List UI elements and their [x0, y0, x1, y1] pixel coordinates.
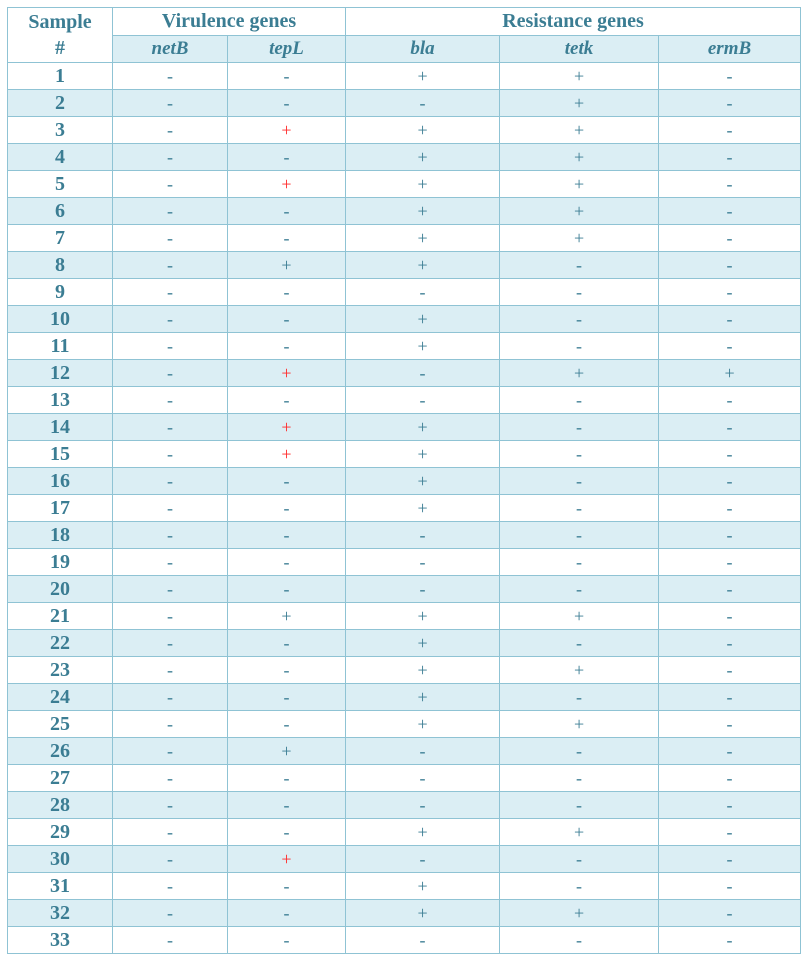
- gene-result-cell-ermb: -: [659, 252, 801, 279]
- gene-result-cell-netb: -: [113, 630, 228, 657]
- table-row: [8, 144, 801, 171]
- sample-number-cell: 1: [8, 63, 113, 90]
- gene-result-cell-ermb: -: [659, 927, 801, 954]
- gene-result-cell-tetk: -: [500, 846, 659, 873]
- gene-result-cell-netb: -: [113, 927, 228, 954]
- gene-result-cell-netb: -: [113, 873, 228, 900]
- gene-result-cell-bla: -: [346, 279, 500, 306]
- gene-result-cell-netb: -: [113, 414, 228, 441]
- table-row: [8, 441, 801, 468]
- gene-result-cell-ermb: -: [659, 657, 801, 684]
- sample-number-cell: 19: [8, 549, 113, 576]
- gene-result-cell-tetk: -: [500, 495, 659, 522]
- gene-result-cell-ermb: -: [659, 603, 801, 630]
- gene-result-cell-bla: +: [346, 873, 500, 900]
- gene-result-cell-bla: +: [346, 819, 500, 846]
- header-row-groups: [8, 8, 801, 36]
- gene-result-cell-tetk: +: [500, 144, 659, 171]
- gene-result-cell-bla: +: [346, 900, 500, 927]
- gene-result-cell-ermb: -: [659, 684, 801, 711]
- gene-result-cell-tepl: -: [228, 333, 346, 360]
- gene-result-cell-ermb: -: [659, 738, 801, 765]
- gene-result-cell-netb: -: [113, 792, 228, 819]
- sample-number-cell: 10: [8, 306, 113, 333]
- gene-result-cell-netb: -: [113, 198, 228, 225]
- gene-result-cell-tepl: -: [228, 549, 346, 576]
- gene-result-cell-tetk: +: [500, 63, 659, 90]
- gene-result-cell-ermb: -: [659, 468, 801, 495]
- gene-result-cell-tetk: -: [500, 414, 659, 441]
- sample-number-cell: 11: [8, 333, 113, 360]
- gene-result-cell-bla: +: [346, 468, 500, 495]
- sample-number-cell: 8: [8, 252, 113, 279]
- gene-result-cell-tepl: -: [228, 657, 346, 684]
- gene-result-cell-tepl: -: [228, 819, 346, 846]
- sample-number-cell: 24: [8, 684, 113, 711]
- gene-result-cell-netb: -: [113, 252, 228, 279]
- gene-result-cell-tetk: -: [500, 549, 659, 576]
- gene-result-cell-bla: -: [346, 765, 500, 792]
- gene-result-cell-ermb: +: [659, 360, 801, 387]
- gene-result-cell-ermb: -: [659, 387, 801, 414]
- sample-number-cell: 21: [8, 603, 113, 630]
- gene-result-cell-bla: -: [346, 549, 500, 576]
- sample-number-cell: 5: [8, 171, 113, 198]
- gene-result-cell-ermb: -: [659, 495, 801, 522]
- sample-number-cell: 14: [8, 414, 113, 441]
- gene-result-cell-tetk: -: [500, 873, 659, 900]
- gene-result-cell-ermb: -: [659, 306, 801, 333]
- gene-result-cell-bla: +: [346, 603, 500, 630]
- sample-number-cell: 18: [8, 522, 113, 549]
- gene-result-cell-tetk: -: [500, 387, 659, 414]
- gene-result-cell-bla: +: [346, 333, 500, 360]
- gene-result-cell-tepl: -: [228, 225, 346, 252]
- table-row: [8, 522, 801, 549]
- gene-result-cell-tepl: +: [228, 738, 346, 765]
- virulence-genes-header: Virulence genes: [113, 8, 346, 36]
- gene-result-cell-ermb: -: [659, 225, 801, 252]
- gene-result-cell-tetk: -: [500, 630, 659, 657]
- gene-result-cell-tetk: +: [500, 360, 659, 387]
- gene-result-cell-bla: +: [346, 225, 500, 252]
- gene-result-cell-netb: -: [113, 576, 228, 603]
- gene-result-cell-tepl: -: [228, 900, 346, 927]
- gene-result-cell-tepl: -: [228, 711, 346, 738]
- sample-number-cell: 29: [8, 819, 113, 846]
- gene-header-netb: netB: [113, 36, 228, 63]
- gene-result-cell-netb: -: [113, 117, 228, 144]
- table-row: [8, 927, 801, 954]
- gene-result-cell-ermb: -: [659, 144, 801, 171]
- gene-result-cell-tetk: -: [500, 468, 659, 495]
- gene-result-cell-tepl: +: [228, 846, 346, 873]
- gene-result-cell-ermb: -: [659, 90, 801, 117]
- gene-result-cell-tepl: -: [228, 792, 346, 819]
- gene-result-cell-tetk: -: [500, 306, 659, 333]
- gene-result-cell-ermb: -: [659, 333, 801, 360]
- header-row-genes: [8, 36, 801, 63]
- gene-result-cell-tepl: -: [228, 468, 346, 495]
- gene-result-cell-tepl: -: [228, 765, 346, 792]
- sample-number-cell: 4: [8, 144, 113, 171]
- gene-result-cell-bla: -: [346, 846, 500, 873]
- table-row: [8, 495, 801, 522]
- table-row: [8, 873, 801, 900]
- gene-result-cell-netb: -: [113, 495, 228, 522]
- table-row: [8, 225, 801, 252]
- table-row: [8, 90, 801, 117]
- gene-result-cell-ermb: -: [659, 63, 801, 90]
- gene-result-cell-ermb: -: [659, 711, 801, 738]
- gene-result-cell-netb: -: [113, 900, 228, 927]
- sample-number-cell: 13: [8, 387, 113, 414]
- sample-number-cell: 20: [8, 576, 113, 603]
- gene-result-cell-tepl: +: [228, 603, 346, 630]
- gene-result-cell-ermb: -: [659, 117, 801, 144]
- table-row: [8, 711, 801, 738]
- gene-result-cell-bla: -: [346, 738, 500, 765]
- table-row: [8, 576, 801, 603]
- gene-result-cell-netb: -: [113, 360, 228, 387]
- gene-result-cell-tepl: +: [228, 441, 346, 468]
- gene-result-cell-netb: -: [113, 171, 228, 198]
- table-header: [8, 8, 801, 63]
- gene-header-tetk: tetk: [500, 36, 659, 63]
- sample-number-cell: 17: [8, 495, 113, 522]
- gene-result-cell-netb: -: [113, 63, 228, 90]
- gene-result-cell-tetk: +: [500, 603, 659, 630]
- sample-number-cell: 6: [8, 198, 113, 225]
- gene-result-cell-tetk: +: [500, 171, 659, 198]
- gene-result-cell-bla: -: [346, 522, 500, 549]
- gene-result-cell-netb: -: [113, 306, 228, 333]
- gene-result-cell-tetk: +: [500, 711, 659, 738]
- gene-result-cell-ermb: -: [659, 522, 801, 549]
- gene-result-cell-tepl: -: [228, 306, 346, 333]
- table-row: [8, 819, 801, 846]
- gene-result-cell-netb: -: [113, 468, 228, 495]
- gene-presence-table: [7, 7, 801, 954]
- gene-result-cell-netb: -: [113, 711, 228, 738]
- sample-number-cell: 23: [8, 657, 113, 684]
- gene-header-bla: bla: [346, 36, 500, 63]
- gene-result-cell-tetk: +: [500, 225, 659, 252]
- table-row: [8, 279, 801, 306]
- gene-result-cell-tepl: -: [228, 144, 346, 171]
- gene-result-cell-tepl: -: [228, 198, 346, 225]
- gene-result-cell-netb: -: [113, 90, 228, 117]
- gene-result-cell-tetk: -: [500, 792, 659, 819]
- table-row: [8, 468, 801, 495]
- gene-result-cell-netb: -: [113, 522, 228, 549]
- table-row: [8, 306, 801, 333]
- gene-result-cell-netb: -: [113, 765, 228, 792]
- gene-result-cell-tepl: +: [228, 414, 346, 441]
- gene-result-cell-bla: +: [346, 657, 500, 684]
- table-row: [8, 387, 801, 414]
- gene-result-cell-ermb: -: [659, 171, 801, 198]
- gene-result-cell-ermb: -: [659, 873, 801, 900]
- gene-result-cell-netb: -: [113, 603, 228, 630]
- gene-result-cell-tepl: +: [228, 360, 346, 387]
- gene-result-cell-bla: -: [346, 90, 500, 117]
- gene-result-cell-bla: +: [346, 630, 500, 657]
- table-row: [8, 846, 801, 873]
- table-row: [8, 900, 801, 927]
- gene-result-cell-tetk: +: [500, 900, 659, 927]
- sample-number-cell: 15: [8, 441, 113, 468]
- table-row: [8, 603, 801, 630]
- table-row: [8, 738, 801, 765]
- gene-result-cell-netb: -: [113, 279, 228, 306]
- gene-result-cell-netb: -: [113, 225, 228, 252]
- gene-result-cell-tepl: +: [228, 171, 346, 198]
- gene-result-cell-bla: +: [346, 711, 500, 738]
- gene-result-cell-ermb: -: [659, 198, 801, 225]
- gene-header-tepl: tepL: [228, 36, 346, 63]
- gene-result-cell-bla: +: [346, 144, 500, 171]
- gene-result-cell-bla: -: [346, 792, 500, 819]
- gene-result-cell-bla: +: [346, 117, 500, 144]
- gene-result-cell-tepl: +: [228, 117, 346, 144]
- table-row: [8, 63, 801, 90]
- gene-result-cell-bla: -: [346, 576, 500, 603]
- gene-result-cell-tepl: -: [228, 630, 346, 657]
- gene-result-cell-tetk: -: [500, 765, 659, 792]
- table-row: [8, 333, 801, 360]
- sample-number-cell: 26: [8, 738, 113, 765]
- gene-result-cell-netb: -: [113, 657, 228, 684]
- sample-number-cell: 31: [8, 873, 113, 900]
- gene-result-cell-tetk: -: [500, 333, 659, 360]
- gene-result-cell-tepl: -: [228, 495, 346, 522]
- gene-result-cell-bla: +: [346, 198, 500, 225]
- gene-result-cell-netb: -: [113, 819, 228, 846]
- gene-result-cell-bla: +: [346, 306, 500, 333]
- gene-result-cell-netb: -: [113, 441, 228, 468]
- gene-result-cell-tepl: -: [228, 522, 346, 549]
- gene-result-cell-tetk: +: [500, 198, 659, 225]
- gene-result-cell-netb: -: [113, 333, 228, 360]
- table-row: [8, 198, 801, 225]
- gene-result-cell-tepl: -: [228, 927, 346, 954]
- sample-number-cell: 16: [8, 468, 113, 495]
- sample-column-header: [8, 8, 113, 63]
- gene-result-cell-tetk: +: [500, 90, 659, 117]
- sample-number-cell: 30: [8, 846, 113, 873]
- gene-result-cell-netb: -: [113, 738, 228, 765]
- gene-result-cell-tetk: -: [500, 576, 659, 603]
- table-row: [8, 549, 801, 576]
- gene-result-cell-bla: -: [346, 360, 500, 387]
- gene-result-cell-bla: +: [346, 441, 500, 468]
- gene-result-cell-tepl: +: [228, 252, 346, 279]
- gene-header-ermb: ermB: [659, 36, 801, 63]
- gene-result-cell-ermb: -: [659, 846, 801, 873]
- gene-result-cell-tetk: -: [500, 252, 659, 279]
- sample-number-cell: 28: [8, 792, 113, 819]
- sample-number-cell: 27: [8, 765, 113, 792]
- gene-result-cell-tetk: +: [500, 117, 659, 144]
- sample-header-line2: #: [55, 37, 65, 59]
- gene-result-cell-bla: +: [346, 684, 500, 711]
- gene-result-cell-bla: +: [346, 171, 500, 198]
- sample-number-cell: 7: [8, 225, 113, 252]
- sample-number-cell: 2: [8, 90, 113, 117]
- gene-result-cell-tetk: -: [500, 279, 659, 306]
- table-row: [8, 684, 801, 711]
- gene-result-cell-netb: -: [113, 387, 228, 414]
- gene-result-cell-ermb: -: [659, 414, 801, 441]
- gene-result-cell-bla: -: [346, 387, 500, 414]
- gene-result-cell-tepl: -: [228, 387, 346, 414]
- resistance-genes-header: Resistance genes: [346, 8, 801, 36]
- gene-result-cell-ermb: -: [659, 630, 801, 657]
- gene-result-cell-tetk: -: [500, 522, 659, 549]
- gene-result-cell-ermb: -: [659, 576, 801, 603]
- table-row: [8, 765, 801, 792]
- gene-result-cell-netb: -: [113, 144, 228, 171]
- gene-result-cell-ermb: -: [659, 792, 801, 819]
- gene-result-cell-tepl: -: [228, 63, 346, 90]
- gene-result-cell-tetk: +: [500, 819, 659, 846]
- table-row: [8, 792, 801, 819]
- gene-result-cell-tetk: +: [500, 657, 659, 684]
- gene-result-cell-tepl: -: [228, 279, 346, 306]
- table-row: [8, 630, 801, 657]
- gene-result-cell-netb: -: [113, 549, 228, 576]
- table-row: [8, 414, 801, 441]
- gene-result-cell-tepl: -: [228, 576, 346, 603]
- gene-result-cell-bla: -: [346, 927, 500, 954]
- gene-result-cell-tetk: -: [500, 441, 659, 468]
- gene-result-cell-ermb: -: [659, 549, 801, 576]
- gene-result-cell-tetk: -: [500, 684, 659, 711]
- sample-header-line1: Sample: [28, 11, 92, 33]
- gene-result-cell-tepl: -: [228, 873, 346, 900]
- gene-result-cell-tetk: -: [500, 738, 659, 765]
- gene-result-cell-ermb: -: [659, 765, 801, 792]
- gene-result-cell-bla: +: [346, 63, 500, 90]
- gene-result-cell-tepl: -: [228, 90, 346, 117]
- table-row: [8, 252, 801, 279]
- sample-number-cell: 22: [8, 630, 113, 657]
- gene-result-cell-ermb: -: [659, 900, 801, 927]
- gene-result-cell-ermb: -: [659, 819, 801, 846]
- gene-result-cell-netb: -: [113, 684, 228, 711]
- gene-result-cell-ermb: -: [659, 279, 801, 306]
- sample-number-cell: 12: [8, 360, 113, 387]
- gene-result-cell-bla: +: [346, 414, 500, 441]
- gene-result-cell-ermb: -: [659, 441, 801, 468]
- gene-result-cell-tepl: -: [228, 684, 346, 711]
- table-row: [8, 360, 801, 387]
- table-row: [8, 657, 801, 684]
- gene-result-cell-tetk: -: [500, 927, 659, 954]
- sample-number-cell: 33: [8, 927, 113, 954]
- sample-number-cell: 3: [8, 117, 113, 144]
- gene-result-cell-bla: +: [346, 252, 500, 279]
- sample-number-cell: 25: [8, 711, 113, 738]
- gene-result-cell-bla: +: [346, 495, 500, 522]
- table-row: [8, 117, 801, 144]
- table-body: [8, 63, 801, 954]
- sample-number-cell: 32: [8, 900, 113, 927]
- table-row: [8, 171, 801, 198]
- gene-result-cell-netb: -: [113, 846, 228, 873]
- sample-number-cell: 9: [8, 279, 113, 306]
